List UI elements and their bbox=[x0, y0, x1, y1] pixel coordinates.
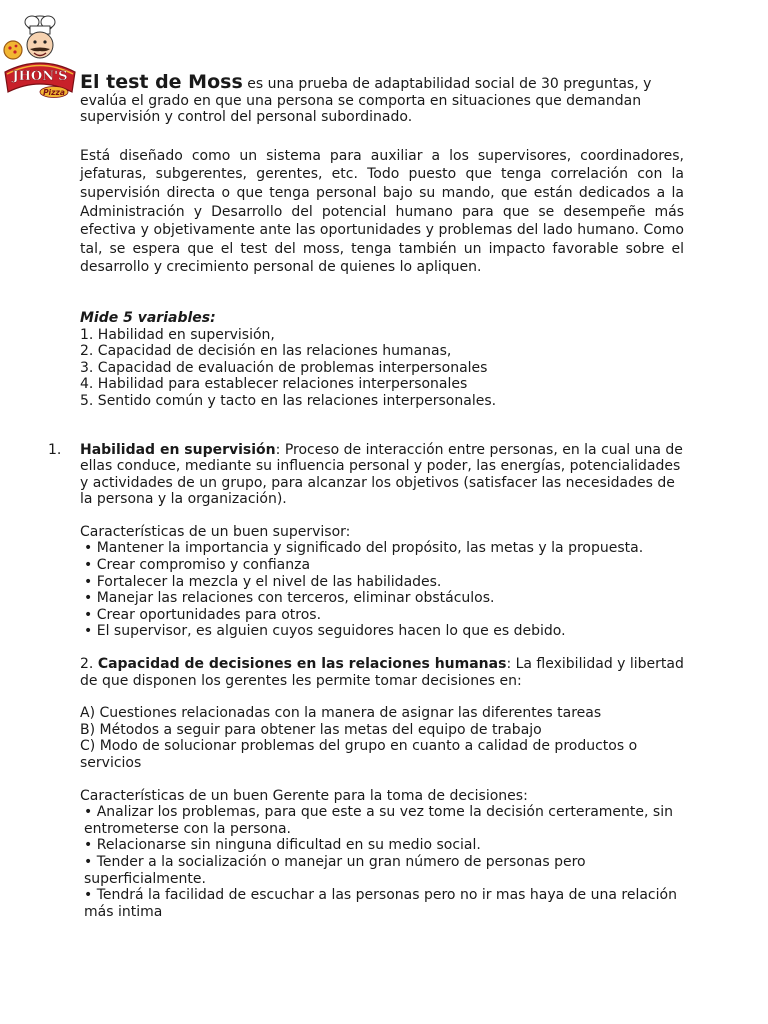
list-item: 1. Habilidad en supervisión, bbox=[80, 326, 275, 343]
list-item: • Crear oportunidades para otros. bbox=[80, 607, 684, 624]
variables-section bbox=[80, 310, 684, 410]
list-item: • Analizar los problemas, para que este a su vez tome la decisión certeramente, sin entrometerse con la persona. bbox=[80, 804, 684, 837]
list-item: • Mantener la importancia y significado del propósito, las metas y la propuesta. bbox=[80, 540, 684, 557]
section-text: : La flexibilidad y libertad de que disponen los gerentes les permite tomar decisiones en: bbox=[80, 656, 684, 689]
description-paragraph: Está diseñado como un sistema para auxiliar a los supervisores, coordinadores, jefaturas, subgerentes, gerentes, etc. Todo puesto que tenga correlación con la supervisión directa o que tenga personal bajo su mando, que están dedicados a la Administración y Desarrollo del potencial humano para que se desempeñe más efectiva y objetivamente ante las oportunidades y problemas del lado humano. Como tal, se espera que el test del moss, tenga también un impacto favorable sobre el desarrollo y crecimiento personal de quienes lo apliquen. bbox=[80, 147, 684, 276]
variables-title: Mide 5 variables: bbox=[80, 309, 216, 326]
decision-options bbox=[80, 705, 684, 771]
document-title: El test de Moss bbox=[80, 71, 243, 93]
supervisor-traits-list bbox=[80, 540, 684, 640]
list-item: 4. Habilidad para establecer relaciones interpersonales bbox=[80, 376, 468, 393]
logo-text-top: JHON'S bbox=[12, 69, 68, 84]
section-decisions bbox=[80, 656, 684, 920]
logo-text-bottom: Pizza bbox=[43, 88, 65, 97]
manager-traits-title: Características de un buen Gerente para la toma de decisiones: bbox=[80, 787, 528, 804]
manager-traits-list bbox=[80, 804, 684, 920]
list-item: 5. Sentido común y tacto en las relaciones interpersonales. bbox=[80, 392, 497, 409]
section-paragraph bbox=[80, 656, 684, 689]
section-number: 1. bbox=[48, 441, 62, 458]
variables-list bbox=[80, 327, 684, 410]
list-item: • Crear compromiso y confianza bbox=[80, 557, 684, 574]
list-item: • Fortalecer la mezcla y el nivel de las habilidades. bbox=[80, 574, 684, 591]
section-supervision bbox=[48, 441, 684, 641]
list-item: B) Métodos a seguir para obtener las metas del equipo de trabajo bbox=[80, 721, 542, 738]
list-item: • Relacionarse sin ninguna dificultad en su medio social. bbox=[80, 837, 684, 854]
list-item: A) Cuestiones relacionadas con la manera de asignar las diferentes tareas bbox=[80, 705, 602, 722]
intro-paragraph bbox=[80, 71, 684, 126]
list-item: • El supervisor, es alguien cuyos seguidores hacen lo que es debido. bbox=[80, 623, 684, 640]
supervisor-traits-title: Características de un buen supervisor: bbox=[80, 523, 351, 540]
section-heading: Capacidad de decisiones en las relaciones humanas bbox=[97, 656, 507, 673]
section-text: : Proceso de interacción entre personas, en la cual una de ellas conduce, mediante su influencia personal y poder, las energías, potencialidades y actividades de un grupo, para alcanzar los objetivos (satisfacer las necesidades de la persona y la organización). bbox=[80, 441, 683, 508]
chef-mascot-icon bbox=[2, 14, 78, 100]
list-item: C) Modo de solucionar problemas del grupo en cuanto a calidad de productos o servicios bbox=[80, 738, 638, 771]
list-item: • Tender a la socialización o manejar un gran número de personas pero superficialmente. bbox=[80, 854, 684, 887]
jhons-pizza-logo bbox=[2, 14, 78, 100]
list-item: 3. Capacidad de evaluación de problemas interpersonales bbox=[80, 359, 488, 376]
list-item: • Manejar las relaciones con terceros, eliminar obstáculos. bbox=[80, 590, 684, 607]
section-paragraph bbox=[80, 442, 684, 508]
list-item: • Tendrá la facilidad de escuchar a las personas pero no ir mas haya de una relación más intima bbox=[80, 887, 684, 920]
section-heading: Habilidad en supervisión bbox=[80, 441, 276, 458]
list-item: 2. Capacidad de decisión en las relaciones humanas, bbox=[80, 343, 452, 360]
section-number: 2. bbox=[80, 656, 98, 673]
intro-text: es una prueba de adaptabilidad social de 30 preguntas, y evalúa el grado en que una persona se comporta en situaciones que demandan supervisión y control del personal subordinado. bbox=[80, 76, 652, 126]
